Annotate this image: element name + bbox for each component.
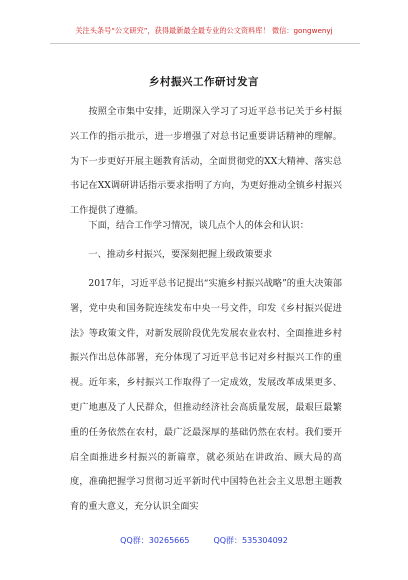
section-heading-1: 一、推动乡村振兴，要深刻把握上级政策要求 — [88, 249, 273, 260]
footer-qq-group-1: QQ群：30265665 — [120, 536, 190, 545]
footer-qq-group-2: QQ群：535304092 — [213, 536, 288, 545]
footer-contact — [0, 535, 408, 546]
paragraph-lead: 下面，结合工作学习情况，谈几点个人的体会和认识： — [88, 220, 309, 231]
document-title: 乡村振兴工作研讨发言 — [149, 76, 259, 88]
paragraph-section-1: 2017年，习近平总书记提出“实施乡村振兴战略”的重大决策部署，党中央和国务院连续发布中央一号文件，印发《乡村振兴促进法》等政策文件，对新发展阶段优先发展农业农村、全面推进乡村振兴作出总体部署，充分体现了习近平总书记对乡村振兴工作的重视。近年来，乡村振兴工作取得了一定成效，发展改革成果更多、更广地惠及了人民群众，但推动经济社会高质量发展，最艰巨最繁重的任务依然在农村，最广泛最深厚的基础仍然在农村。我们要开启全面推进乡村振兴的新篇章，就必须站在讲政治、顾大局的高度，准确把握学习贯彻习近平新时代中国特色社会主义思想主题教育的重大意义，充分认识全面实 — [70, 278, 342, 513]
paragraph-intro: 按照全市集中安排，近期深入学习了习近平总书记关于乡村振兴工作的指示批示，进一步增强了对总书记重要讲话精神的理解。为下一步更好开展主题教育活动，全面贯彻党的XX大精神、落实总书记在XX调研讲话指示要求指明了方向，为更好推动全镇乡村振兴工作提供了遵循。 — [70, 106, 342, 217]
header-banner: 关注头条号“公文研究”，获得最新最全最专业的公文资料库！ 微信：gongwenyj — [75, 26, 333, 35]
header-divider — [50, 43, 360, 44]
